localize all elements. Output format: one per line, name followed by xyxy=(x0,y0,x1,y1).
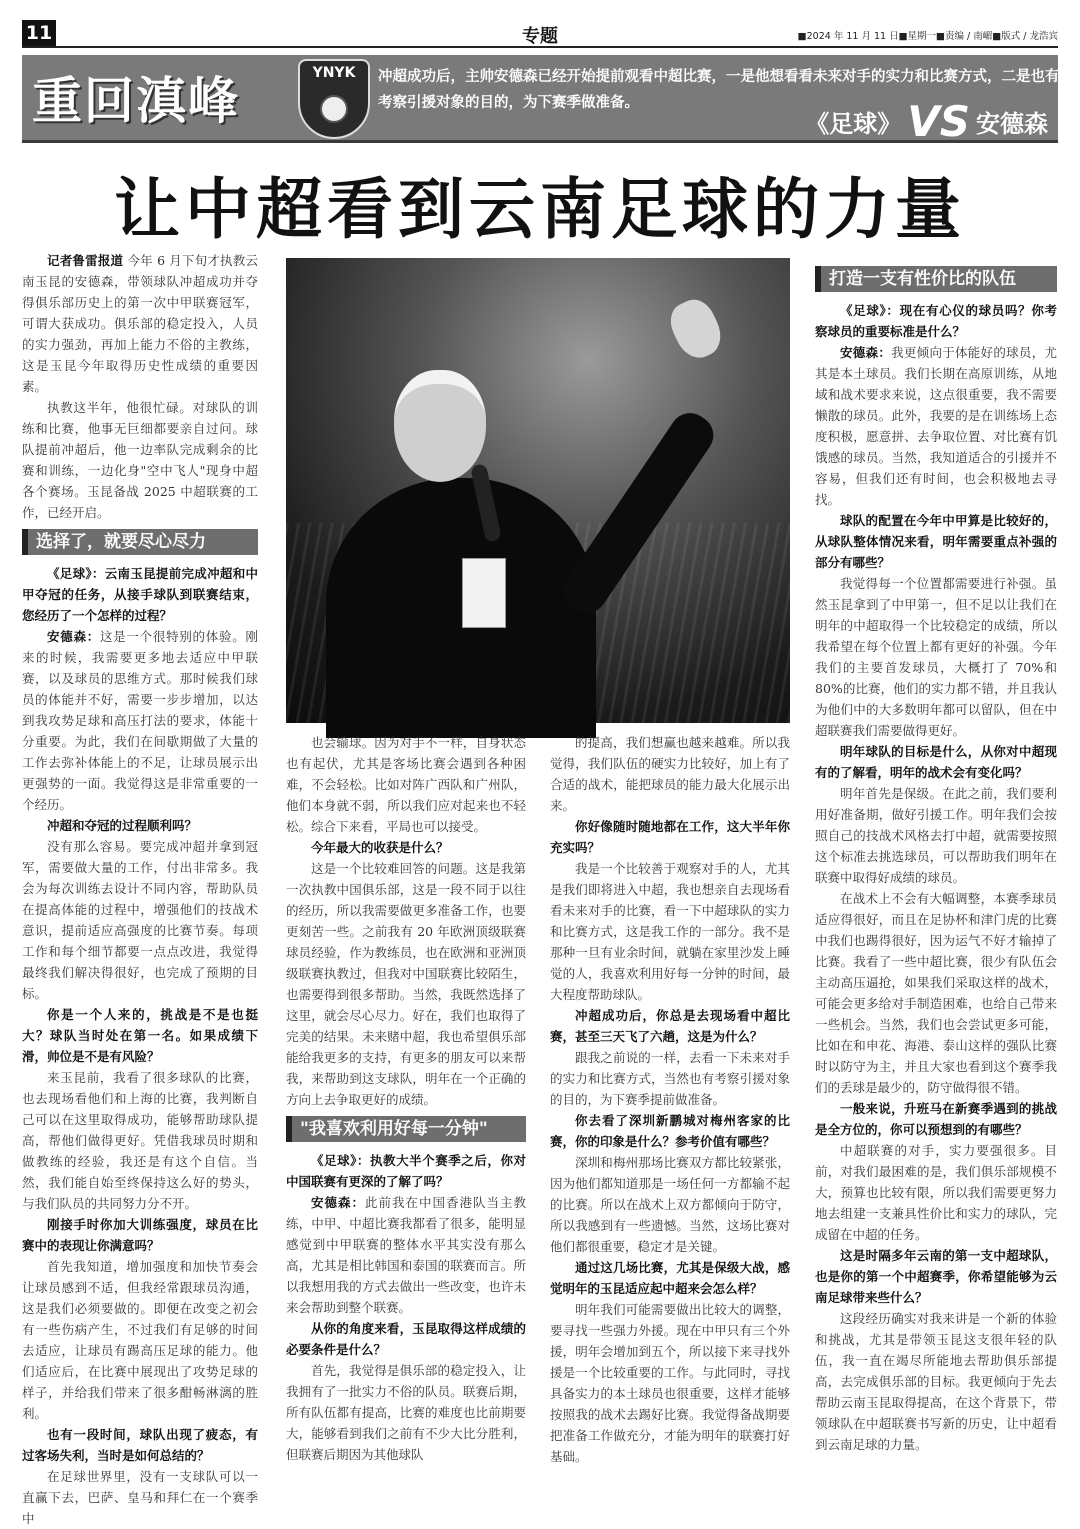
answer: 没有那么容易。要完成冲超并拿到冠军，需要做大量的工作，付出非常多。我会为每次训练去设计不同内容，帮助队员在提高体能的过程中，增强他们的技战术意识，提前适应高强度的比赛节奏。每项工作和每个细节都要一点点改进，我觉得最终我们解决得很好，也完成了预期的目标。 xyxy=(22,839,258,1001)
answer: 明年我们可能需要做出比较大的调整，要寻找一些强力外援。现在中甲只有三个外援，明年会增加到五个，所以接下来寻找外援是一个比较重要的工作。与此同时，寻找具备实力的本土球员也很重要，这样才能够按照我的战术去踢好比赛。我觉得备战期要把准备工作做充分，才能为明年的联赛打好基础。 xyxy=(550,1302,790,1464)
subhead: "我喜欢利用好每一分钟" xyxy=(286,1116,526,1142)
paragraph: 执教这半年，他很忙碌。对球队的训练和比赛，他事无巨细都要亲自过问。球队提前冲超后，他一边率队完成剩余的比赛和训练，一边化身"空中飞人"现身中超各个赛场。玉昆备战 2025 中超联赛的工作，已经开启。 xyxy=(22,400,258,520)
answer: 安德森：此前我在中国香港队当主教练，中甲、中超比赛我都看了很多，能明显感觉到中甲联赛的整体水平其实没有那么高，尤其是相比韩国和泰国的联赛而言。所以我想用我的方式去做出一些改变，也许未来会帮助到整个联赛。 xyxy=(286,1195,526,1315)
page-folio xyxy=(22,20,1058,48)
paragraph: 的提高，我们想赢也越来越难。所以我觉得，我们队伍的硬实力比较好，加上有了合适的战术，能把球员的能力最大化展示出来。 xyxy=(550,735,790,813)
question: 球队的配置在今年中甲算是比较好的，从球队整体情况来看，明年需要重点补强的部分有哪些？ xyxy=(815,513,1057,570)
question: 从你的角度来看，玉昆取得这样成绩的必要条件是什么？ xyxy=(286,1321,526,1357)
subhead: 打造一支有性价比的队伍 xyxy=(815,266,1057,292)
club-badge-logo xyxy=(298,59,370,139)
banner-intro: 冲超成功后，主帅安德森已经开始提前观看中超比赛，一是他想看看未来对手的实力和比赛方式，二是也有考察引援对象的目的，为下赛季做准备。 xyxy=(378,69,1060,111)
answer: 这段经历确实对我来讲是一个新的体验和挑战，尤其是带领玉昆这支很年轻的队伍，我一直在竭尽所能地去帮助俱乐部提高，去完成俱乐部的目标。我更倾向于先去帮助云南玉昆取得提高，在这个背景下，带领球队在中超联赛书写新的历史，让中超看到云南足球的力量。 xyxy=(815,1311,1057,1452)
question: 也有一段时间，球队出现了疲态，有过客场失利，当时是如何总结的？ xyxy=(22,1427,258,1463)
question: 《足球》：执教大半个赛季之后，你对中国联赛有更深的了解了吗？ xyxy=(286,1153,526,1189)
answer: 安德森：这是一个很特别的体验。刚来的时候，我需要更多地去适应中甲联赛，以及球员的思维方式。那时候我们球员的体能并不好，需要一步步增加，以达到我攻势足球和高压打法的要求，体能十分重要。为此，我们在间歇期做了大量的工作去弥补体能上的不足，让球员展示出更强势的一面。我觉得这是非常重要的一个经历。 xyxy=(22,629,258,812)
vs-left: 《足球》 xyxy=(805,110,902,138)
answer: 跟我之前说的一样，去看一下未来对手的实力和比赛方式，当然也有考察引援对象的目的，为下赛季提前做准备。 xyxy=(550,1050,790,1107)
column-1 xyxy=(22,250,258,1526)
answer: 来玉昆前，我看了很多球队的比赛，也去现场看他们和上海的比赛，我判断自己可以在这里取得成功，能够帮助球队提高，帮他们做得更好。凭借我球员时期和做教练的经验，我还是有这个自信。当然，我们能自始至终保持这么好的势头，与我们队员的共同努力分不开。 xyxy=(22,1070,258,1211)
answer: 中超联赛的对手，实力要强很多。目前，对我们最困难的是，我们俱乐部规模不大，预算也比较有限，所以我们需要更努力地去组建一支兼具性价比和实力的球队，完成留在中超的任务。 xyxy=(815,1143,1057,1242)
reporter-byline: 记者鲁雷报道 xyxy=(47,253,124,268)
question: 你好像随时随地都在工作，这大半年你充实吗？ xyxy=(550,819,790,855)
club-badge-text: YNYK xyxy=(312,65,356,81)
answer: 我觉得每一个位置都需要进行补强。虽然玉昆拿到了中甲第一，但不足以让我们在明年的中超取得一个比较稳定的成绩，所以我希望在每个位置上都有更好的补强。今年我们的主要首发球员，大概打了 70%和 80%的比赛，他们的实力都不错，并且我认为他们中的大多数明年都可以留队，但在中超联赛我们需要做得更好。 xyxy=(815,576,1057,738)
interview-vs-line xyxy=(805,97,1048,146)
question: 刚接手时你加大训练强度，球员在比赛中的表现让你满意吗？ xyxy=(22,1217,258,1253)
lead-paragraph: 记者鲁雷报道 今年 6 月下旬才执教云南玉昆的安德森，带领球队冲超成功并夺得俱乐部历史上的第一次中甲联赛冠军，可谓大获成功。俱乐部的稳定投入，人员的实力强劲，再加上能力不俗的主教练，这是玉昆今年取得历史性成绩的重要因素。 xyxy=(22,253,258,394)
question: 冲超成功后，你总是去现场看中超比赛，甚至三天飞了六趟，这是为什么？ xyxy=(550,1008,790,1044)
column-3 xyxy=(550,732,790,1470)
answer: 深圳和梅州那场比赛双方都比较紧张，因为他们都知道那是一场任何一方都输不起的比赛。所以在战术上双方都倾向于防守，所以我感到有一些遗憾。当然，这场比赛对他们都很重要，稳定才是关键。 xyxy=(550,1155,790,1254)
question: 你去看了深圳新鹏城对梅州客家的比赛，你的印象是什么？参考价值有哪些？ xyxy=(550,1113,790,1149)
football-icon xyxy=(320,95,348,123)
question: 一般来说，升班马在新赛季遇到的挑战是全方位的，你可以预想到的有哪些？ xyxy=(815,1101,1057,1137)
raised-hand xyxy=(664,293,728,364)
credential-badge xyxy=(462,558,506,628)
question: 明年球队的目标是什么，从你对中超现有的了解看，明年的战术会有变化吗？ xyxy=(815,744,1057,780)
section-label: 专题 xyxy=(522,26,558,47)
feature-banner xyxy=(22,55,1060,146)
answer: 在战术上不会有大幅调整，本赛季球员适应得很好，而且在足协杯和津门虎的比赛中我们也踢得很好，因为运气不好才输掉了比赛。我看了一些中超比赛，很少有队伍会主动高压逼抢，如果我们采取这样的战术，可能会更多给对手制造困难，也给自己带来一些机会。当然，我们也会尝试更多可能，比如在和申花、海港、泰山这样的强队比赛时以防守为主，并且大家也看到这个赛季我们的丢球是最少的，防守做得很不错。 xyxy=(815,891,1057,1095)
banner-title: 重回滇峰 xyxy=(32,71,240,130)
page-number: 11 xyxy=(22,20,56,46)
question: 你是一个人来的，挑战是不是也挺大？球队当时处在第一名。如果成绩下滑，帅位是不是有风险？ xyxy=(22,1007,258,1064)
column-4 xyxy=(815,260,1057,1470)
answer: 在足球世界里，没有一支球队可以一直赢下去，巴萨、皇马和拜仁在一个赛季中 xyxy=(22,1469,258,1526)
question: 《足球》：云南玉昆提前完成冲超和中甲夺冠的任务，从接手球队到联赛结束，您经历了一个怎样的过程？ xyxy=(22,566,258,623)
coach-body xyxy=(326,478,596,738)
answer: 我是一个比较善于观察对手的人，尤其是我们即将进入中超，我也想亲自去现场看看未来对手的比赛，看一下中超球队的实力和比赛方式，这是我工作的一部分。我不是那种一旦有业余时间，就躺在家里沙发上睡觉的人，我喜欢利用好每一分钟的时间，最大程度帮助球队。 xyxy=(550,861,790,1002)
vs-mark: VS xyxy=(907,97,970,146)
answer: 首先，我觉得是俱乐部的稳定投入，让我拥有了一批实力不俗的队员。联赛后期，所有队伍都有提高，比赛的难度也比前期要大，能够看到我们之前有不少大比分胜利，但联赛后期因为其他球队 xyxy=(286,1363,526,1462)
answer: 明年首先是保级。在此之前，我们要利用好准备期，做好引援工作。明年我们会按照自己的技战术风格去打中超，就需要按照这个标准去挑选球员，可以帮助我们明年在联赛中取得好成绩的球员。 xyxy=(815,786,1057,885)
question: 《足球》：现在有心仪的球员吗？你考察球员的重要标准是什么？ xyxy=(815,303,1057,339)
column-2 xyxy=(286,732,526,1470)
question: 冲超和夺冠的过程顺利吗？ xyxy=(47,818,198,833)
headline: 让中超看到云南足球的力量 xyxy=(114,170,966,248)
subhead: 选择了，就要尽心尽力 xyxy=(22,529,258,555)
question: 这是时隔多年云南的第一支中超球队，也是你的第一个中超赛季，你希望能够为云南足球带来些什么？ xyxy=(815,1248,1057,1305)
question: 今年最大的收获是什么？ xyxy=(311,840,449,855)
dateline: ■2024 年 11 月 11 日■星期一■责编 / 南嵋■版式 / 龙浩宾 xyxy=(797,31,1058,42)
answer: 首先我知道，增加强度和加快节奏会让球员感到不适，但我经常跟球员沟通，这是我们必须要做的。即便在改变之初会有一些伤病产生，不过我们有足够的时间去适应，让球员有踢高压足球的能力。他们适应后，在比赛中展现出了攻势足球的样子，并给我们带来了很多酣畅淋漓的胜利。 xyxy=(22,1259,258,1421)
vs-right: 安德森 xyxy=(976,110,1048,138)
answer: 这是一个比较难回答的问题。这是我第一次执教中国俱乐部，这是一段不同于以往的经历，所以我需要做更多准备工作，也要更刻苦一些。之前我有 20 年欧洲顶级联赛球员经验，作为教练员，也在欧洲和亚洲顶级联赛执教过，但我对中国联赛比较陌生，也需要得到很多帮助。当然，我既然选择了这里，就会尽心尽力。好在，我们也取得了完美的结果。未来赌中超，我也希望俱乐部能给我更多的支持，有更多的朋友可以来帮我，来帮助到这支球队，明年在一个正确的方向上去争取更好的成绩。 xyxy=(286,861,526,1107)
coach-photo xyxy=(286,258,790,723)
question: 通过这几场比赛，尤其是保级大战，感觉明年的玉昆适应起中超来会怎么样？ xyxy=(550,1260,790,1296)
answer: 安德森：我更倾向于体能好的球员，尤其是本土球员。我们长期在高原训练，从地域和战术要求来说，这点很重要，我不需要懒散的球员。此外，我要的是在训练场上态度积极，愿意拼、去争取位置、对比赛有饥饿感的球员。当然，我知道适合的引援并不容易，但我们还有时间，也会积极地去寻找。 xyxy=(815,345,1057,507)
coach-head xyxy=(394,370,486,482)
paragraph: 也会输球。因为对手不一样，自身状态也有起伏，尤其是客场比赛会遇到各种困难，不会轻松。比如对阵广西队和广州队，他们本身就不弱，所以我们应对起来也不轻松。综合下来看，平局也可以接受。 xyxy=(286,735,526,834)
